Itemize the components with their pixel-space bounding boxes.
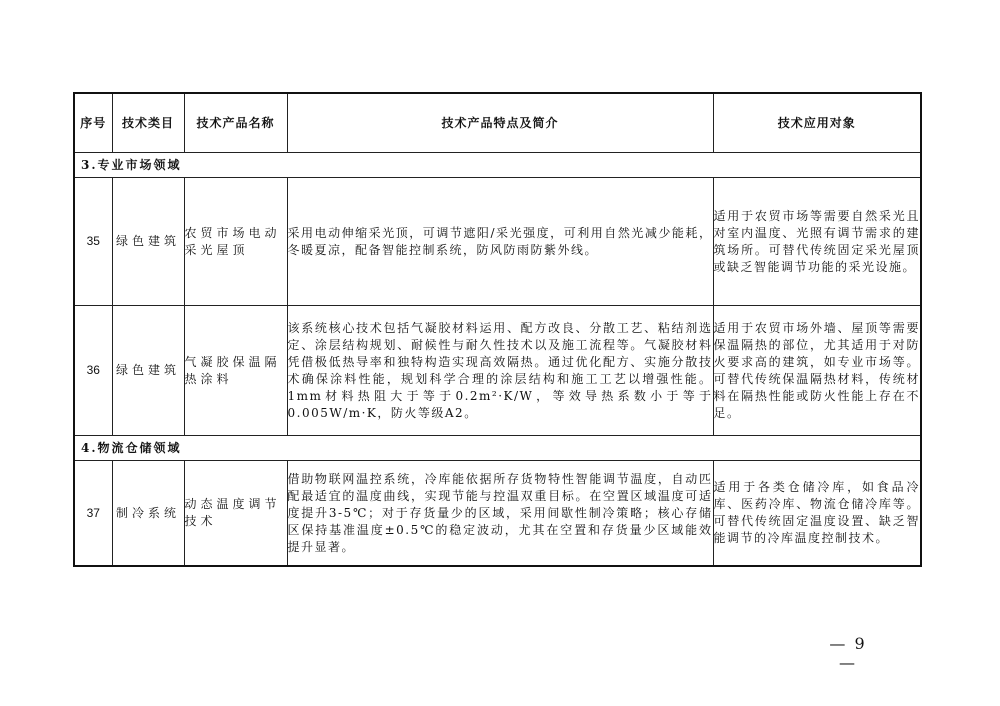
header-serial-number: 序号 <box>74 93 112 153</box>
section-row <box>74 153 921 178</box>
header-category: 技术类目 <box>112 93 184 153</box>
table-row <box>74 306 921 436</box>
section-row <box>74 436 921 461</box>
technology-table <box>73 92 922 567</box>
row-number: 35 <box>74 178 112 306</box>
row-number: 36 <box>74 306 112 436</box>
table-row <box>74 178 921 306</box>
row-description: 借助物联网温控系统，冷库能依据所存货物特性智能调节温度，自动匹配最适宜的温度曲线，实现节能与控温双重目标。在空置区域温度可适度提升3-5℃；对于存货量少的区域，采用间歇性制冷策略；核心存储区保持基准温度±0.5℃的稳定波动，尤其在空置和存货量少区域能效提升显著。 <box>287 461 713 567</box>
page-number: — 9 — <box>829 634 867 672</box>
row-product-name: 农贸市场电动采光屋顶 <box>184 178 287 306</box>
header-product-name: 技术产品名称 <box>184 93 287 153</box>
table-row <box>74 461 921 567</box>
row-description: 采用电动伸缩采光顶，可调节遮阳/采光强度，可利用自然光减少能耗，冬暖夏凉，配备智能控制系统，防风防雨防紫外线。 <box>287 178 713 306</box>
header-features: 技术产品特点及简介 <box>287 93 713 153</box>
row-application: 适用于农贸市场等需要自然采光且对室内温度、光照有调节需求的建筑场所。可替代传统固定采光屋顶或缺乏智能调节功能的采光设施。 <box>713 178 921 306</box>
section-title: 4.物流仓储领域 <box>74 436 921 461</box>
row-application: 适用于各类仓储冷库，如食品冷库、医药冷库、物流仓储冷库等。可替代传统固定温度设置、缺乏智能调节的冷库温度控制技术。 <box>713 461 921 567</box>
row-number: 37 <box>74 461 112 567</box>
row-application: 适用于农贸市场外墙、屋顶等需要保温隔热的部位，尤其适用于对防火要求高的建筑，如专业市场等。可替代传统保温隔热材料，传统材料在隔热性能或防火性能上存在不足。 <box>713 306 921 436</box>
row-product-name: 气凝胶保温隔热涂料 <box>184 306 287 436</box>
row-description: 该系统核心技术包括气凝胶材料运用、配方改良、分散工艺、粘结剂选定、涂层结构规划、耐候性与耐久性技术以及施工流程等。气凝胶材料凭借极低热导率和独特构造实现高效隔热。通过优化配方、实施分散技术确保涂料性能，规划科学合理的涂层结构和施工工艺以增强性能。1mm材料热阻大于等于0.2m²·K/W，等效导热系数小于等于0.005W/m·K，防火等级A2。 <box>287 306 713 436</box>
row-product-name: 动态温度调节技术 <box>184 461 287 567</box>
table-header-row <box>74 93 921 153</box>
section-title: 3.专业市场领域 <box>74 153 921 178</box>
row-category: 绿色建筑 <box>112 306 184 436</box>
header-application: 技术应用对象 <box>713 93 921 153</box>
row-category: 制冷系统 <box>112 461 184 567</box>
row-category: 绿色建筑 <box>112 178 184 306</box>
